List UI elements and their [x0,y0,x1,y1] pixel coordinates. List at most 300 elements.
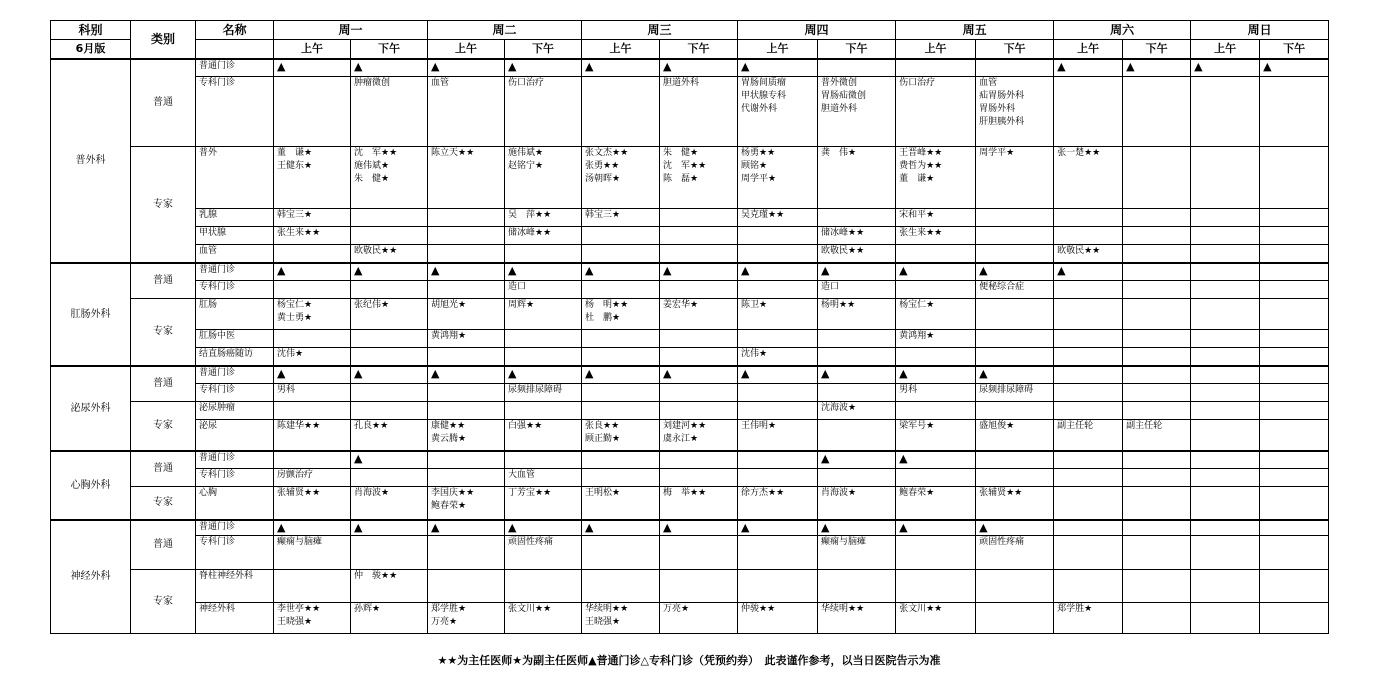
clinic-name: 甲状腺 [196,227,274,245]
schedule-cell: 姜宏华★ [660,299,738,330]
schedule-cell [1260,536,1329,570]
schedule-cell [1054,536,1123,570]
schedule-cell: 男科 [274,384,351,402]
header-day-fri: 周五 [896,21,1054,40]
schedule-cell: 张文杰★★ 张勇★★ 汤朝晖★ [582,147,660,209]
schedule-cell: 陈卫★ [738,299,818,330]
schedule-cell: 张纪伟★ [351,299,428,330]
schedule-cell [274,330,351,348]
schedule-cell: 盛旭俊★ [976,420,1054,451]
schedule-cell [1123,281,1191,299]
schedule-cell: ▲ [896,366,976,384]
schedule-cell: ▲ [351,59,428,77]
schedule-cell [428,348,505,366]
schedule-cell [351,384,428,402]
schedule-cell: 张一楚★★ [1054,147,1123,209]
schedule-cell [818,209,896,227]
schedule-cell: 刘建河★★ 虞永江★ [660,420,738,451]
schedule-row [51,209,1329,227]
schedule-cell [1054,77,1123,147]
schedule-cell [738,227,818,245]
schedule-cell: 梅 举★★ [660,487,738,520]
header-day-sun: 周日 [1191,21,1329,40]
clinic-name: 普通门诊 [196,263,274,281]
schedule-cell [1260,469,1329,487]
schedule-cell: 肿瘤微创 [351,77,428,147]
schedule-cell [976,603,1054,634]
schedule-cell [274,245,351,263]
schedule-cell: 宋和平★ [896,209,976,227]
schedule-cell [738,570,818,603]
header-pm: 下午 [505,40,582,59]
schedule-cell [1191,603,1260,634]
schedule-row [51,536,1329,570]
schedule-cell: 张文川★★ [505,603,582,634]
schedule-cell [896,348,976,366]
schedule-cell: 储冰峰★★ [505,227,582,245]
header-pm: 下午 [1260,40,1329,59]
schedule-cell: 白强★★ [505,420,582,451]
schedule-cell [351,536,428,570]
schedule-cell [1054,469,1123,487]
schedule-cell: ▲ [1123,59,1191,77]
schedule-row [51,77,1329,147]
schedule-cell [1123,603,1191,634]
clinic-name: 专科门诊 [196,77,274,147]
schedule-cell: 李世亭★★ 王晓强★ [274,603,351,634]
schedule-cell [818,384,896,402]
schedule-cell: 尿频排尿障碍 [976,384,1054,402]
schedule-cell [1054,520,1123,536]
schedule-cell [1123,487,1191,520]
header-dept: 科别 [51,21,131,40]
schedule-cell [1191,330,1260,348]
schedule-cell: 鲍春荣★ [896,487,976,520]
schedule-cell: 普外微创 胃肠疝微创 胆道外科 [818,77,896,147]
header-am: 上午 [274,40,351,59]
schedule-cell [1260,603,1329,634]
schedule-cell: ▲ [660,520,738,536]
header-am: 上午 [428,40,505,59]
schedule-cell [1054,299,1123,330]
schedule-cell [351,209,428,227]
schedule-cell: 康健★★ 黄云腾★ [428,420,505,451]
schedule-cell: 便秘综合症 [976,281,1054,299]
schedule-cell [582,570,660,603]
schedule-cell: ▲ [428,366,505,384]
schedule-cell [896,536,976,570]
schedule-cell: ▲ [505,263,582,281]
schedule-cell: 沈伟★ [738,348,818,366]
department-name: 心胸外科 [51,451,131,520]
schedule-cell: ▲ [351,520,428,536]
schedule-cell [1054,227,1123,245]
schedule-cell: 张辅贤★★ [976,487,1054,520]
schedule-cell [428,402,505,420]
schedule-cell: 张生来★★ [896,227,976,245]
schedule-row [51,366,1329,384]
clinic-name: 泌尿 [196,420,274,451]
schedule-cell: ▲ [896,520,976,536]
schedule-cell [818,330,896,348]
schedule-cell: ▲ [818,520,896,536]
schedule-cell [818,570,896,603]
schedule-cell: 华续明★★ [818,603,896,634]
schedule-cell [1123,451,1191,469]
schedule-cell [1191,384,1260,402]
schedule-cell [976,451,1054,469]
schedule-cell: 胆道外科 [660,77,738,147]
category-type: 专家 [131,147,196,263]
category-type: 专家 [131,299,196,366]
schedule-cell [274,281,351,299]
schedule-cell [1054,384,1123,402]
schedule-cell: 男科 [896,384,976,402]
schedule-cell [1191,348,1260,366]
schedule-cell: 癫痫与脑瘫 [274,536,351,570]
schedule-cell: 欧敬民★★ [351,245,428,263]
clinic-name: 普通门诊 [196,366,274,384]
schedule-cell [582,402,660,420]
schedule-cell [660,469,738,487]
schedule-cell: 徐方杰★★ [738,487,818,520]
schedule-cell: 沈 军★★ 施伟斌★ 朱 健★ [351,147,428,209]
schedule-cell: ▲ [428,263,505,281]
clinic-name: 泌尿肿瘤 [196,402,274,420]
schedule-cell [1123,330,1191,348]
schedule-cell: 伤口治疗 [896,77,976,147]
schedule-cell [274,77,351,147]
schedule-cell: 张生来★★ [274,227,351,245]
schedule-cell [738,469,818,487]
schedule-cell: 顽固性疼痛 [976,536,1054,570]
schedule-cell: 郑学胜★ 万亮★ [428,603,505,634]
schedule-cell: 欧敬民★★ [1054,245,1123,263]
schedule-cell: ▲ [1054,263,1123,281]
schedule-cell [582,330,660,348]
schedule-cell [505,451,582,469]
category-type: 专家 [131,402,196,451]
schedule-cell [274,570,351,603]
schedule-cell [1191,469,1260,487]
schedule-cell [1191,245,1260,263]
clinic-name: 普外 [196,147,274,209]
schedule-cell [1054,366,1123,384]
schedule-cell [1123,384,1191,402]
schedule-cell [976,348,1054,366]
clinic-name: 结直肠癌随访 [196,348,274,366]
schedule-cell [582,77,660,147]
schedule-cell: 血管 [428,77,505,147]
schedule-cell: 张文川★★ [896,603,976,634]
clinic-name: 心胸 [196,487,274,520]
schedule-cell: ▲ [505,520,582,536]
schedule-cell: 万亮★ [660,603,738,634]
clinic-name: 肛肠中医 [196,330,274,348]
schedule-cell: ▲ [976,263,1054,281]
schedule-cell [1191,420,1260,451]
schedule-cell [1191,487,1260,520]
schedule-cell: 董 谦★ 王健东★ [274,147,351,209]
schedule-cell [1191,570,1260,603]
schedule-cell [1260,402,1329,420]
clinic-name: 乳腺 [196,209,274,227]
schedule-cell [660,402,738,420]
schedule-cell [818,59,896,77]
schedule-cell [428,281,505,299]
header-pm: 下午 [351,40,428,59]
schedule-cell: ▲ [976,366,1054,384]
schedule-cell: 张辅贤★★ [274,487,351,520]
schedule-cell [428,451,505,469]
schedule-cell [976,227,1054,245]
schedule-cell [1054,487,1123,520]
schedule-cell [660,536,738,570]
schedule-cell: ▲ [351,451,428,469]
schedule-cell: 杨宝仁★ [896,299,976,330]
schedule-cell [896,281,976,299]
schedule-cell [1123,469,1191,487]
schedule-cell: 仲 骏★★ [351,570,428,603]
schedule-cell: ▲ [818,366,896,384]
schedule-cell: 孔良★★ [351,420,428,451]
schedule-cell: ▲ [582,520,660,536]
schedule-row [51,487,1329,520]
schedule-cell [505,348,582,366]
header-pm: 下午 [1123,40,1191,59]
schedule-cell [1260,77,1329,147]
schedule-cell [976,402,1054,420]
schedule-cell [351,281,428,299]
schedule-cell [428,469,505,487]
schedule-cell [1260,299,1329,330]
schedule-cell: 黄鸿翔★ [896,330,976,348]
category-type: 普通 [131,451,196,487]
schedule-cell: 李国庆★★ 鲍春荣★ [428,487,505,520]
schedule-cell: 周辉★ [505,299,582,330]
schedule-cell [428,227,505,245]
legend-footer: ★★为主任医师★为副主任医师▲普通门诊△专科门诊（凭预约券） 此表谨作参考，以当日医院告示为准 [437,654,941,667]
schedule-cell [1054,570,1123,603]
schedule-cell [976,469,1054,487]
schedule-row [51,227,1329,245]
schedule-cell: 郑学胜★ [1054,603,1123,634]
schedule-cell [738,402,818,420]
schedule-cell: 杨勇★★ 顾铭★ 周学平★ [738,147,818,209]
schedule-cell: ▲ [582,263,660,281]
header-am: 上午 [1191,40,1260,59]
schedule-cell [582,469,660,487]
schedule-cell: ▲ [660,59,738,77]
schedule-cell: 欧敬民★★ [818,245,896,263]
schedule-cell [896,469,976,487]
schedule-cell [1123,77,1191,147]
schedule-cell: ▲ [274,366,351,384]
schedule-cell [818,420,896,451]
schedule-cell [582,451,660,469]
schedule-cell [738,451,818,469]
schedule-cell: ▲ [818,263,896,281]
schedule-cell: 大血管 [505,469,582,487]
schedule-cell: ▲ [896,263,976,281]
header-am: 上午 [582,40,660,59]
schedule-cell: ▲ [818,451,896,469]
schedule-cell [738,281,818,299]
schedule-cell: 龚 伟★ [818,147,896,209]
schedule-cell [1191,451,1260,469]
schedule-cell [351,330,428,348]
schedule-cell: 梁军号★ [896,420,976,451]
schedule-cell [1191,520,1260,536]
schedule-cell: 韩宝三★ [274,209,351,227]
schedule-cell [660,330,738,348]
schedule-cell [582,384,660,402]
schedule-cell [660,209,738,227]
schedule-cell [1123,209,1191,227]
schedule-cell: 周学平★ [976,147,1054,209]
schedule-cell: 王明松★ [582,487,660,520]
schedule-cell [660,451,738,469]
schedule-cell [1260,366,1329,384]
schedule-cell: 华续明★★ 王晓强★ [582,603,660,634]
schedule-cell [976,245,1054,263]
schedule-row [51,420,1329,451]
schedule-cell [582,227,660,245]
clinic-name: 神经外科 [196,603,274,634]
schedule-cell: 陈立天★★ [428,147,505,209]
schedule-cell [582,281,660,299]
schedule-cell: 副主任轮 [1123,420,1191,451]
schedule-cell: ▲ [738,263,818,281]
schedule-cell [1260,570,1329,603]
clinic-schedule-table [50,20,1329,634]
category-type: 普通 [131,263,196,299]
schedule-cell [1260,348,1329,366]
schedule-cell: ▲ [428,59,505,77]
schedule-row [51,147,1329,209]
schedule-cell [1054,348,1123,366]
clinic-name: 普通门诊 [196,59,274,77]
header-pm: 下午 [660,40,738,59]
schedule-cell: ▲ [582,366,660,384]
schedule-cell [505,570,582,603]
schedule-cell [818,348,896,366]
schedule-cell [1260,520,1329,536]
schedule-cell: 肖海波★ [818,487,896,520]
header-day-sat: 周六 [1054,21,1191,40]
schedule-cell [1123,147,1191,209]
schedule-cell: 王伟明★ [738,420,818,451]
schedule-cell [1260,263,1329,281]
schedule-cell: 顽固性疼痛 [505,536,582,570]
schedule-cell: 尿频排尿障碍 [505,384,582,402]
schedule-cell [1191,402,1260,420]
schedule-row [51,299,1329,330]
schedule-cell [1260,147,1329,209]
schedule-cell [1054,330,1123,348]
schedule-cell: ▲ [351,366,428,384]
schedule-cell [1123,227,1191,245]
schedule-cell [505,245,582,263]
schedule-cell [1123,520,1191,536]
schedule-cell [1191,227,1260,245]
schedule-cell [582,348,660,366]
schedule-cell [274,402,351,420]
schedule-cell [1191,77,1260,147]
version-label: 6月版 [51,40,131,59]
schedule-cell: 血管 疝胃肠外科 胃肠外科 肝胆胰外科 [976,77,1054,147]
header-day-mon: 周一 [274,21,428,40]
schedule-cell: 胡旭光★ [428,299,505,330]
schedule-cell: 陈建华★★ [274,420,351,451]
schedule-cell: ▲ [274,520,351,536]
schedule-cell: 韩宝三★ [582,209,660,227]
schedule-cell: 仲骏★★ [738,603,818,634]
schedule-cell [1191,299,1260,330]
schedule-cell [505,402,582,420]
schedule-cell [660,570,738,603]
schedule-cell [896,245,976,263]
schedule-cell: 施伟斌★ 赵铭宁★ [505,147,582,209]
header-pm: 下午 [976,40,1054,59]
department-name: 肛肠外科 [51,263,131,366]
header-am: 上午 [896,40,976,59]
schedule-cell [1054,281,1123,299]
schedule-cell [818,469,896,487]
schedule-cell [1054,209,1123,227]
header-am: 上午 [1054,40,1123,59]
schedule-row [51,281,1329,299]
schedule-cell: ▲ [505,366,582,384]
schedule-cell [738,245,818,263]
schedule-cell [976,330,1054,348]
schedule-cell [738,330,818,348]
schedule-cell [1260,330,1329,348]
schedule-cell [660,348,738,366]
schedule-cell: ▲ [428,520,505,536]
schedule-cell [1123,570,1191,603]
schedule-cell [660,384,738,402]
schedule-cell [896,402,976,420]
clinic-name: 专科门诊 [196,384,274,402]
header-day-tue: 周二 [428,21,582,40]
clinic-name: 专科门诊 [196,536,274,570]
schedule-cell [1191,281,1260,299]
schedule-cell [976,209,1054,227]
schedule-cell: 杨明★★ [818,299,896,330]
schedule-cell: 吴克瑾★★ [738,209,818,227]
schedule-row [51,245,1329,263]
schedule-cell: 孙辉★ [351,603,428,634]
schedule-cell [738,384,818,402]
schedule-cell [505,330,582,348]
schedule-cell: ▲ [1260,59,1329,77]
schedule-row [51,402,1329,420]
schedule-cell: 王晋峰★★ 费哲为★★ 董 谦★ [896,147,976,209]
category-type: 普通 [131,520,196,570]
schedule-cell: 沈伟★ [274,348,351,366]
schedule-cell: 杨宝仁★ 黄士勇★ [274,299,351,330]
schedule-cell [660,227,738,245]
schedule-cell [896,570,976,603]
schedule-cell [738,536,818,570]
schedule-cell: 杨 明★★ 杜 鹏★ [582,299,660,330]
schedule-cell: ▲ [1191,59,1260,77]
schedule-row [51,520,1329,536]
schedule-cell [1260,281,1329,299]
department-name: 泌尿外科 [51,366,131,451]
schedule-cell [1191,263,1260,281]
